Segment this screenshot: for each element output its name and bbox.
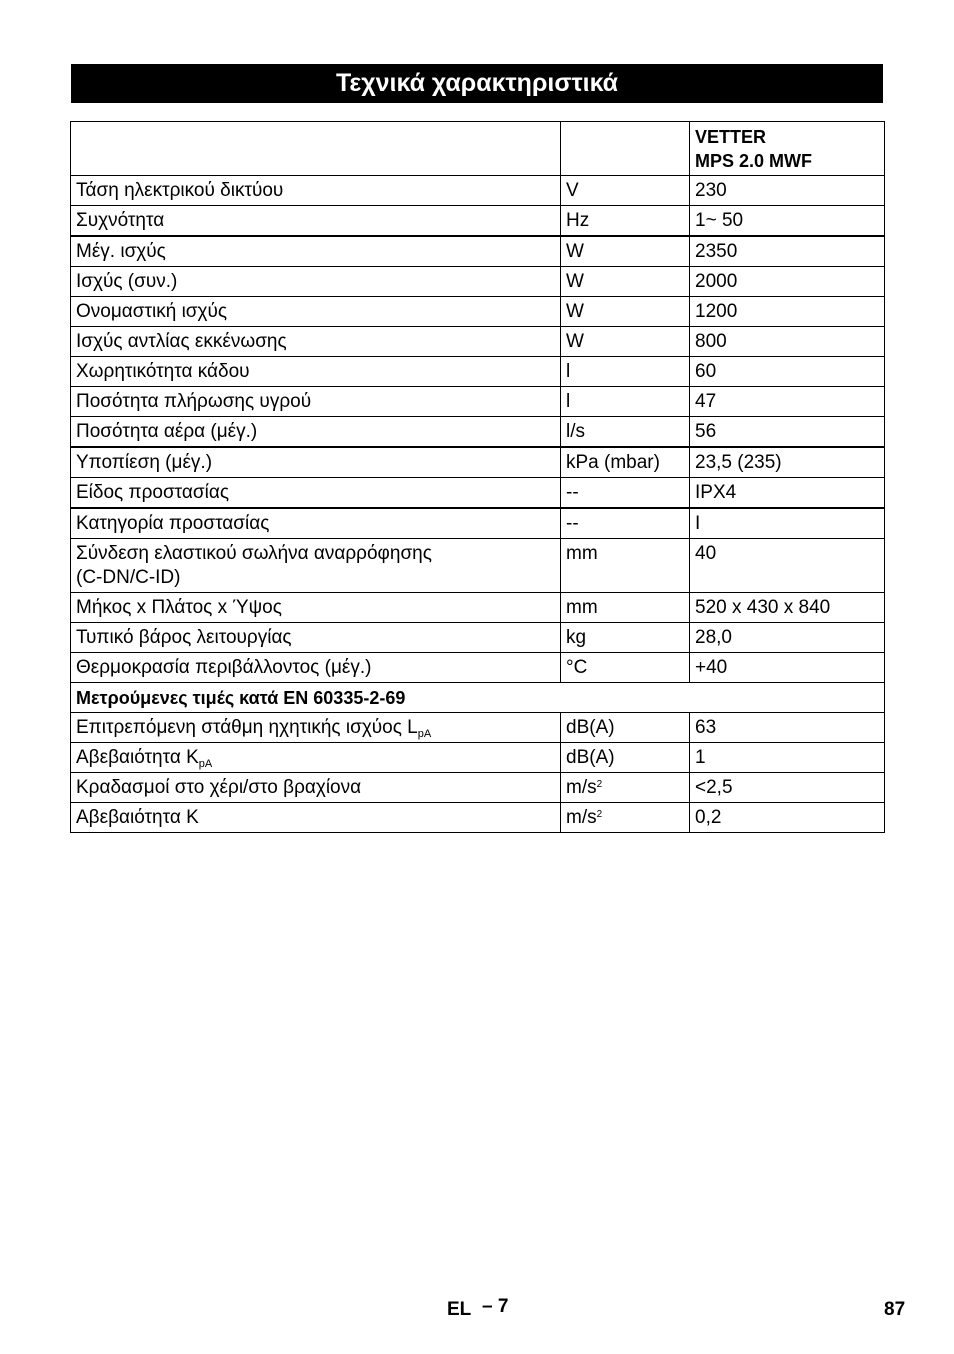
row-label: Χωρητικότητα κάδου bbox=[71, 357, 561, 387]
row-unit: W bbox=[561, 327, 690, 357]
row-label: Κραδασμοί στο χέρι/στο βραχίονα bbox=[71, 773, 561, 803]
table-row bbox=[71, 508, 885, 539]
row-value: 2000 bbox=[690, 267, 885, 297]
footer-language: EL bbox=[447, 1299, 472, 1320]
table-row bbox=[71, 206, 885, 237]
row-unit: dB(A) bbox=[561, 743, 690, 773]
footer-section-page: – 7 bbox=[482, 1296, 509, 1317]
table-row bbox=[71, 297, 885, 327]
row-label-text: Αβεβαιότητα K bbox=[76, 747, 199, 768]
table-row bbox=[71, 357, 885, 387]
row-label: Μέγ. ισχύς bbox=[71, 236, 561, 267]
row-label: Συχνότητα bbox=[71, 206, 561, 237]
row-label-subscript: pA bbox=[198, 758, 213, 770]
row-value: 1 bbox=[690, 743, 885, 773]
row-value: IPX4 bbox=[690, 478, 885, 509]
row-unit: kPa (mbar) bbox=[561, 447, 690, 478]
row-label: Αβεβαιότητα K bbox=[71, 803, 561, 833]
table-row bbox=[71, 773, 885, 803]
table-row bbox=[71, 743, 885, 773]
row-label: Μήκος x Πλάτος x Ύψος bbox=[71, 593, 561, 623]
row-value: 23,5 (235) bbox=[690, 447, 885, 478]
row-unit-superscript: 2 bbox=[596, 779, 603, 790]
table-row bbox=[71, 447, 885, 478]
row-value: <2,5 bbox=[690, 773, 885, 803]
model-brand: VETTER bbox=[695, 127, 767, 147]
row-label: Τυπικό βάρος λειτουργίας bbox=[71, 623, 561, 653]
table-row bbox=[71, 478, 885, 509]
table-row bbox=[71, 176, 885, 206]
row-label: Κατηγορία προστασίας bbox=[71, 508, 561, 539]
table-row bbox=[71, 236, 885, 267]
row-label: Ποσότητα πλήρωσης υγρού bbox=[71, 387, 561, 417]
row-unit: Hz bbox=[561, 206, 690, 237]
row-unit: W bbox=[561, 236, 690, 267]
row-unit: V bbox=[561, 176, 690, 206]
row-value: 40 bbox=[690, 539, 885, 593]
table-row bbox=[71, 387, 885, 417]
row-unit: l bbox=[561, 357, 690, 387]
page-title: Τεχνικά χαρακτηριστικά bbox=[71, 64, 883, 103]
row-unit: W bbox=[561, 267, 690, 297]
model-name-cell bbox=[690, 122, 885, 176]
row-unit: l/s bbox=[561, 417, 690, 448]
row-value: 520 x 430 x 840 bbox=[690, 593, 885, 623]
row-label-line1: Σύνδεση ελαστικού σωλήνα αναρρόφησης bbox=[76, 543, 432, 564]
row-label: Είδος προστασίας bbox=[71, 478, 561, 509]
row-value: 230 bbox=[690, 176, 885, 206]
row-unit: -- bbox=[561, 508, 690, 539]
table-row bbox=[71, 593, 885, 623]
row-label bbox=[71, 713, 561, 743]
row-label: Ισχύς (συν.) bbox=[71, 267, 561, 297]
table-row bbox=[71, 623, 885, 653]
row-value: 2350 bbox=[690, 236, 885, 267]
row-label: Ισχύς αντλίας εκκένωσης bbox=[71, 327, 561, 357]
row-unit bbox=[561, 803, 690, 833]
row-label: Ποσότητα αέρα (μέγ.) bbox=[71, 417, 561, 448]
table-header-row bbox=[71, 122, 885, 176]
table-row bbox=[71, 713, 885, 743]
row-value: 1~ 50 bbox=[690, 206, 885, 237]
row-unit: kg bbox=[561, 623, 690, 653]
row-label-subscript: pA bbox=[417, 728, 432, 740]
table-row bbox=[71, 803, 885, 833]
row-value: 63 bbox=[690, 713, 885, 743]
table-row bbox=[71, 267, 885, 297]
row-unit bbox=[561, 773, 690, 803]
row-label-text: Επιτρεπόμενη στάθμη ηχητικής ισχύος L bbox=[76, 717, 418, 738]
header-empty-cell bbox=[71, 122, 561, 176]
row-unit: l bbox=[561, 387, 690, 417]
row-label bbox=[71, 539, 561, 593]
row-value: +40 bbox=[690, 653, 885, 683]
row-label: Τάση ηλεκτρικού δικτύου bbox=[71, 176, 561, 206]
table-row bbox=[71, 539, 885, 593]
row-label-line2: (C-DN/C-ID) bbox=[76, 567, 181, 588]
table-row bbox=[71, 327, 885, 357]
row-value: 0,2 bbox=[690, 803, 885, 833]
row-unit: -- bbox=[561, 478, 690, 509]
row-value: 60 bbox=[690, 357, 885, 387]
row-value: 1200 bbox=[690, 297, 885, 327]
row-unit: mm bbox=[561, 539, 690, 593]
row-value: 47 bbox=[690, 387, 885, 417]
section-header-row bbox=[71, 683, 885, 713]
row-label bbox=[71, 743, 561, 773]
row-label: Θερμοκρασία περιβάλλοντος (μέγ.) bbox=[71, 653, 561, 683]
section-label: Μετρούμενες τιμές κατά EN 60335-2-69 bbox=[71, 683, 885, 713]
technical-data-table bbox=[70, 121, 885, 833]
row-value: 800 bbox=[690, 327, 885, 357]
header-empty-cell bbox=[561, 122, 690, 176]
row-unit: W bbox=[561, 297, 690, 327]
row-label: Ονομαστική ισχύς bbox=[71, 297, 561, 327]
row-unit: dB(A) bbox=[561, 713, 690, 743]
table-row bbox=[71, 417, 885, 448]
row-unit-superscript: 2 bbox=[596, 809, 603, 820]
row-unit-base: m/s bbox=[566, 807, 597, 828]
row-unit-base: m/s bbox=[566, 777, 597, 798]
row-value: 56 bbox=[690, 417, 885, 448]
row-value: 28,0 bbox=[690, 623, 885, 653]
row-value: I bbox=[690, 508, 885, 539]
table-row bbox=[71, 653, 885, 683]
row-unit: mm bbox=[561, 593, 690, 623]
model-type: MPS 2.0 MWF bbox=[695, 151, 813, 171]
row-label: Υποπίεση (μέγ.) bbox=[71, 447, 561, 478]
row-unit: °C bbox=[561, 653, 690, 683]
footer-page-number: 87 bbox=[884, 1299, 906, 1320]
